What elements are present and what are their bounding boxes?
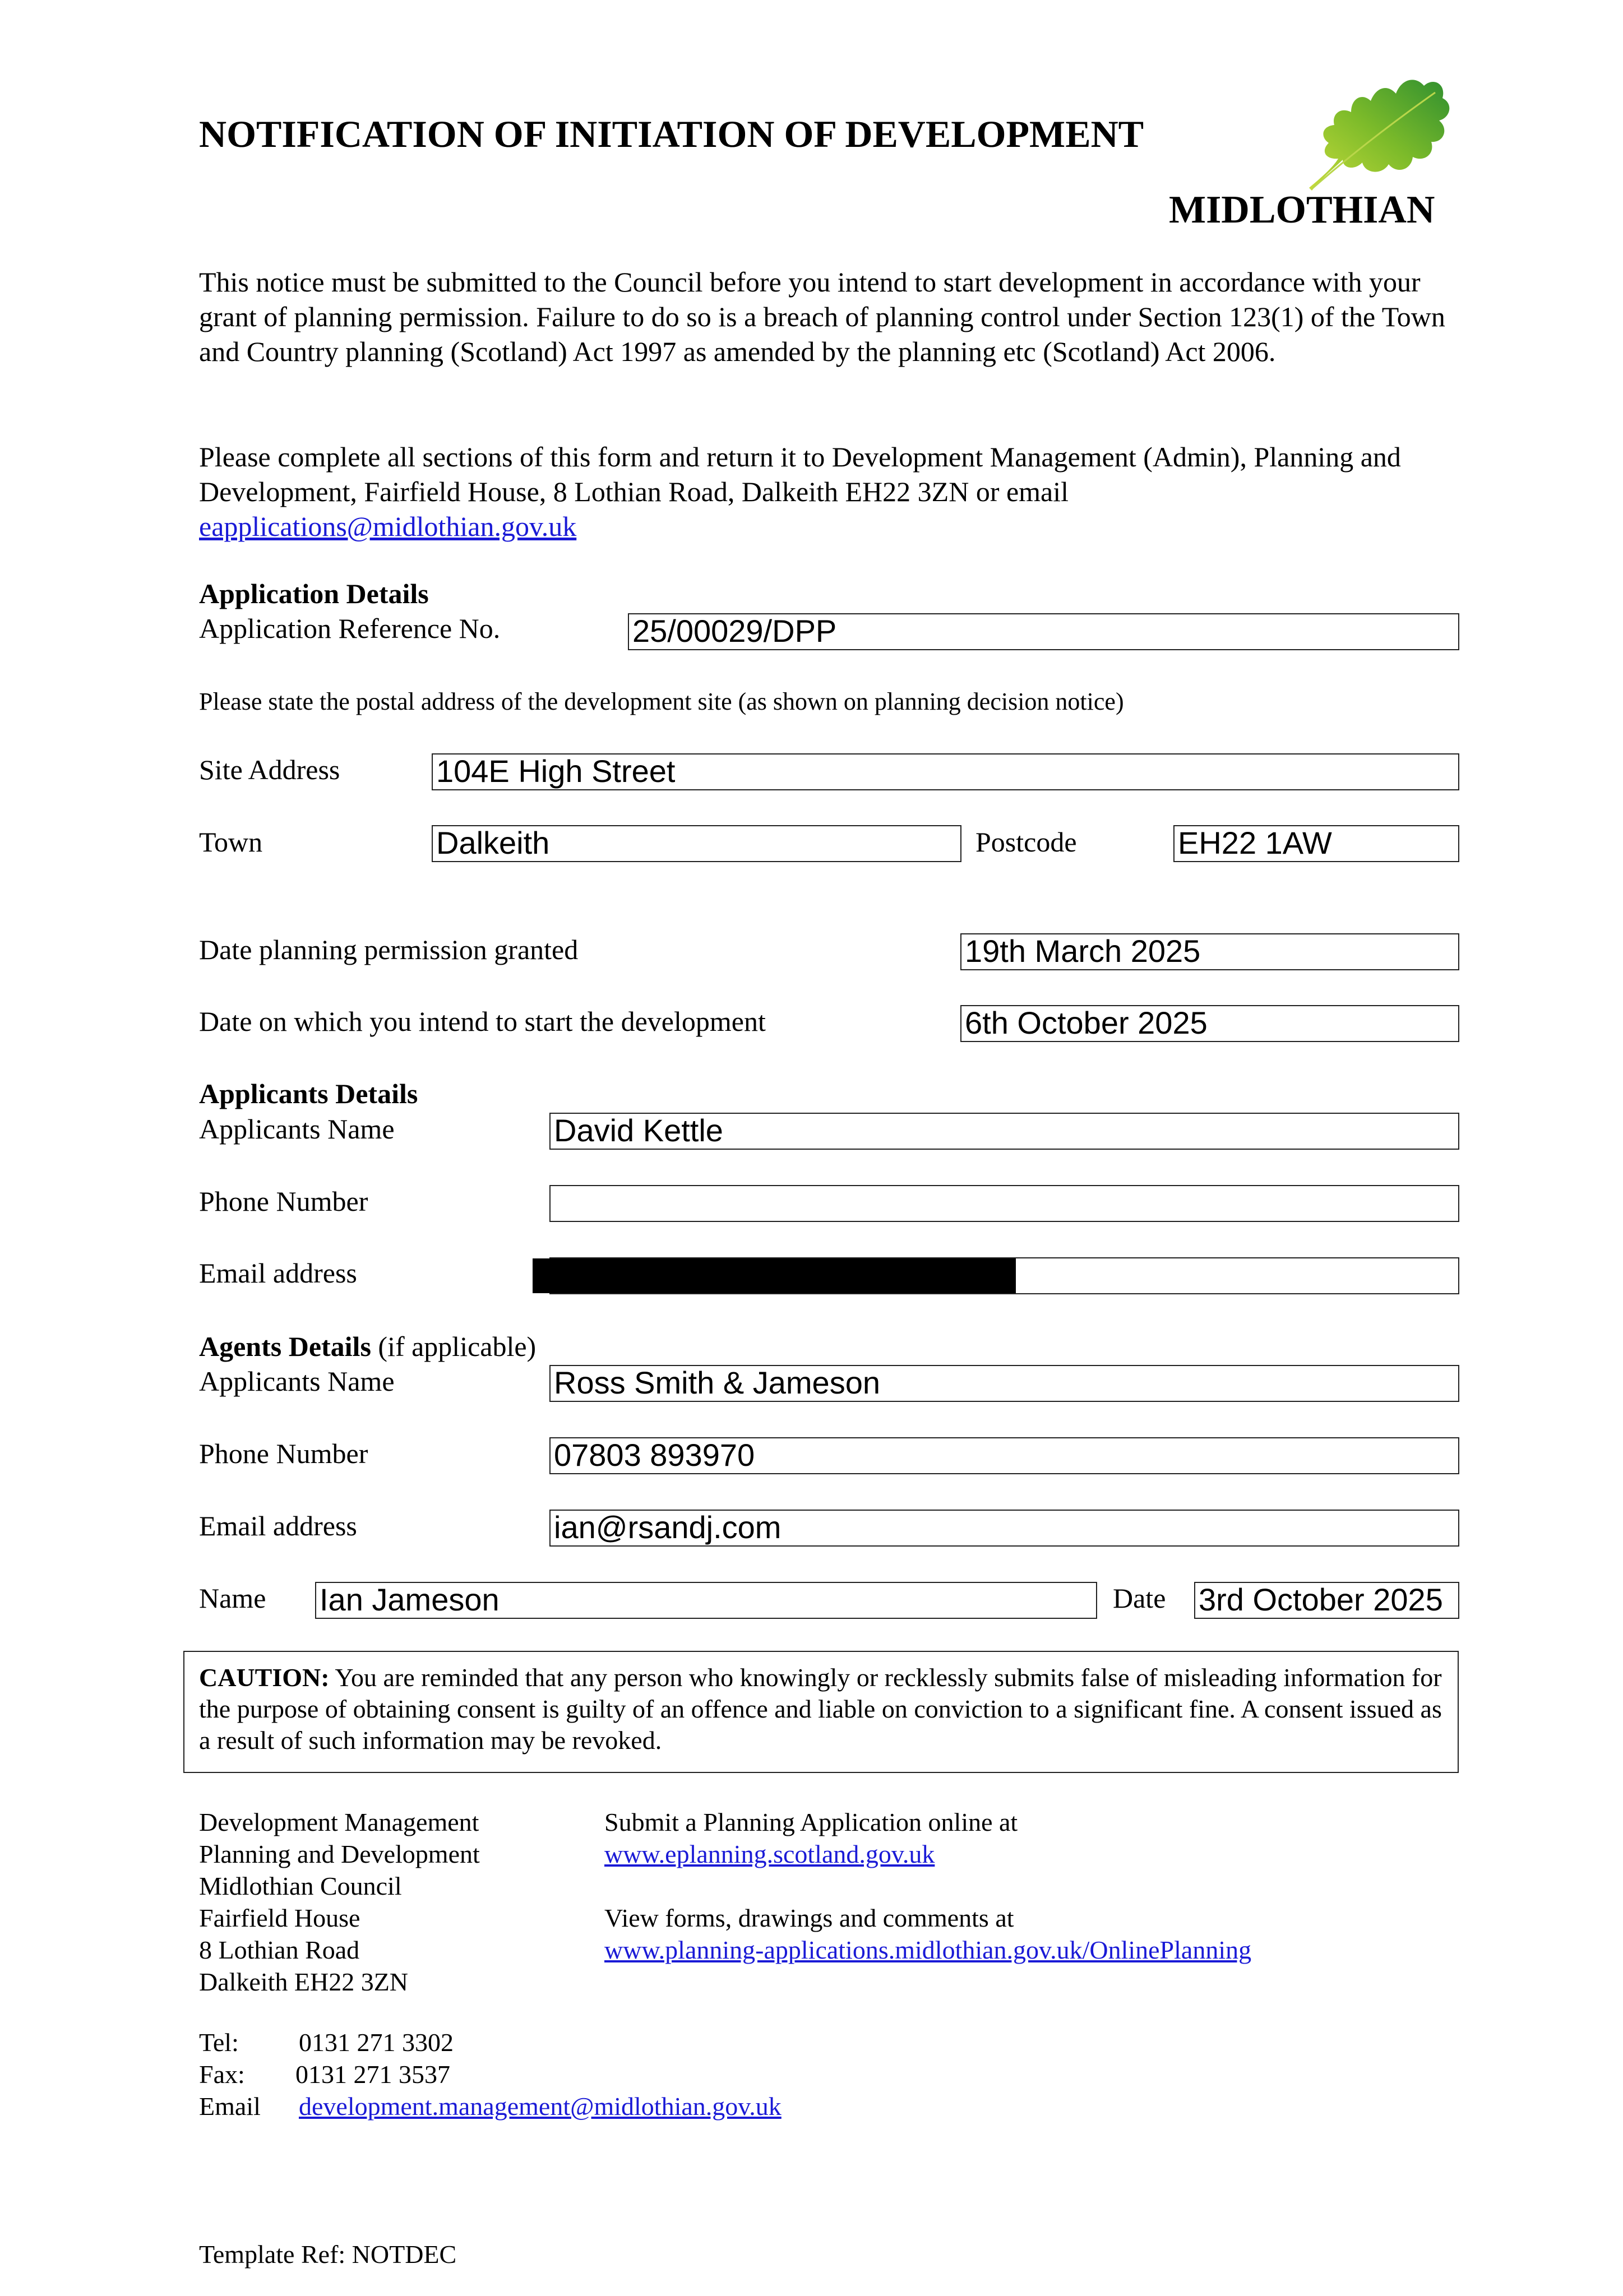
agent-phone-field[interactable]: 07803 893970: [549, 1437, 1459, 1474]
instructions-paragraph: [199, 439, 1466, 544]
permission-granted-field[interactable]: 19th March 2025: [960, 933, 1459, 970]
agent-email-field[interactable]: ian@rsandj.com: [549, 1510, 1459, 1547]
signoff-date-label: Date: [1113, 1582, 1166, 1614]
permission-granted-label: Date planning permission granted: [199, 934, 579, 965]
fax-value: 0131 271 3537: [295, 2060, 450, 2089]
footer-address-line: Midlothian Council: [199, 1872, 402, 1900]
view-text: View forms, drawings and comments at: [604, 1904, 1014, 1932]
agents-heading-suffix: (if applicable): [371, 1331, 537, 1362]
agent-email-label: Email address: [199, 1510, 357, 1542]
footer-links: [604, 1806, 1251, 1966]
applicants-details-heading: Applicants Details: [199, 1078, 418, 1109]
agents-details-heading: [199, 1330, 536, 1363]
footer-address-line: Dalkeith EH22 3ZN: [199, 1968, 409, 1996]
start-date-label: Date on which you intend to start the development: [199, 1006, 766, 1037]
development-management-email-link[interactable]: development.management@midlothian.gov.uk: [299, 2092, 782, 2121]
tel-value: 0131 271 3302: [299, 2028, 454, 2057]
signoff-name-field[interactable]: Ian Jameson: [315, 1582, 1097, 1619]
signoff-date-field[interactable]: 3rd October 2025: [1194, 1582, 1459, 1619]
start-date-field[interactable]: 6th October 2025: [960, 1005, 1459, 1042]
applicant-name-field[interactable]: David Kettle: [549, 1113, 1459, 1150]
application-ref-label: Application Reference No.: [199, 613, 501, 644]
instructions-text: Please complete all sections of this form and return it to Development Management (Admin), Planning and Development, Fairfield House, 8 Lothian Road, Dalkeith EH22 3ZN or email: [199, 441, 1401, 507]
caution-label: CAUTION:: [199, 1663, 330, 1692]
caution-box: [183, 1651, 1459, 1773]
application-details-heading: Application Details: [199, 578, 429, 609]
footer-address-line: Development Management: [199, 1808, 479, 1836]
council-name: MIDLOTHIAN: [1169, 188, 1435, 232]
town-label: Town: [199, 826, 263, 858]
submit-text: Submit a Planning Application online at: [604, 1808, 1018, 1836]
intro-paragraph: [199, 265, 1466, 369]
page-title: NOTIFICATION OF INITIATION OF DEVELOPMENT: [199, 113, 1144, 155]
tel-label: Tel:: [199, 2028, 239, 2057]
address-note: Please state the postal address of the development site (as shown on planning decision notice): [199, 688, 1124, 715]
site-address-label: Site Address: [199, 754, 340, 785]
postcode-field[interactable]: EH22 1AW: [1173, 825, 1459, 862]
application-ref-field[interactable]: 25/00029/DPP: [628, 613, 1459, 650]
email-label: Email: [199, 2092, 261, 2121]
agent-phone-label: Phone Number: [199, 1438, 368, 1469]
postcode-label: Postcode: [975, 826, 1077, 858]
redaction-block: [533, 1258, 1016, 1293]
agent-name-label: Applicants Name: [199, 1365, 395, 1397]
online-planning-link[interactable]: www.planning-applications.midlothian.gov.uk/OnlinePlanning: [604, 1936, 1252, 1964]
caution-text: You are reminded that any person who knowingly or recklessly submits false of misleading information for the purpose of obtaining consent is guilty of an offence and liable on conviction to a significant fine. A consent issued as a result of such information may be revoked.: [199, 1663, 1442, 1755]
footer-address-line: Planning and Development: [199, 1840, 480, 1868]
template-ref: Template Ref: NOTDEC: [199, 2240, 457, 2269]
site-address-field[interactable]: 104E High Street: [432, 753, 1459, 790]
agents-heading-text: Agents Details: [199, 1331, 371, 1362]
applicant-email-label: Email address: [199, 1257, 357, 1289]
applicant-phone-label: Phone Number: [199, 1186, 368, 1217]
footer-address: [199, 1806, 480, 1998]
footer-contact: [199, 2026, 782, 2122]
fax-label: Fax:: [199, 2060, 245, 2089]
eplanning-link[interactable]: www.eplanning.scotland.gov.uk: [604, 1840, 935, 1868]
eapplications-email-link[interactable]: eapplications@midlothian.gov.uk: [199, 511, 577, 542]
intro-text: This notice must be submitted to the Council before you intend to start development in accordance with your grant of planning permission. Failure to do so is a breach of planning control under Section 123(1) of the Town and Country planning (Scotland) Act 1997 as amended by the planning etc (Scotland) Act 2006.: [199, 266, 1445, 367]
town-field[interactable]: Dalkeith: [432, 825, 961, 862]
applicant-name-label: Applicants Name: [199, 1113, 395, 1145]
applicant-phone-field[interactable]: [549, 1185, 1459, 1222]
signoff-name-label: Name: [199, 1582, 266, 1614]
agent-name-field[interactable]: Ross Smith & Jameson: [549, 1365, 1459, 1402]
footer-address-line: Fairfield House: [199, 1904, 360, 1932]
footer-address-line: 8 Lothian Road: [199, 1936, 360, 1964]
oak-leaf-icon: [1287, 53, 1455, 199]
